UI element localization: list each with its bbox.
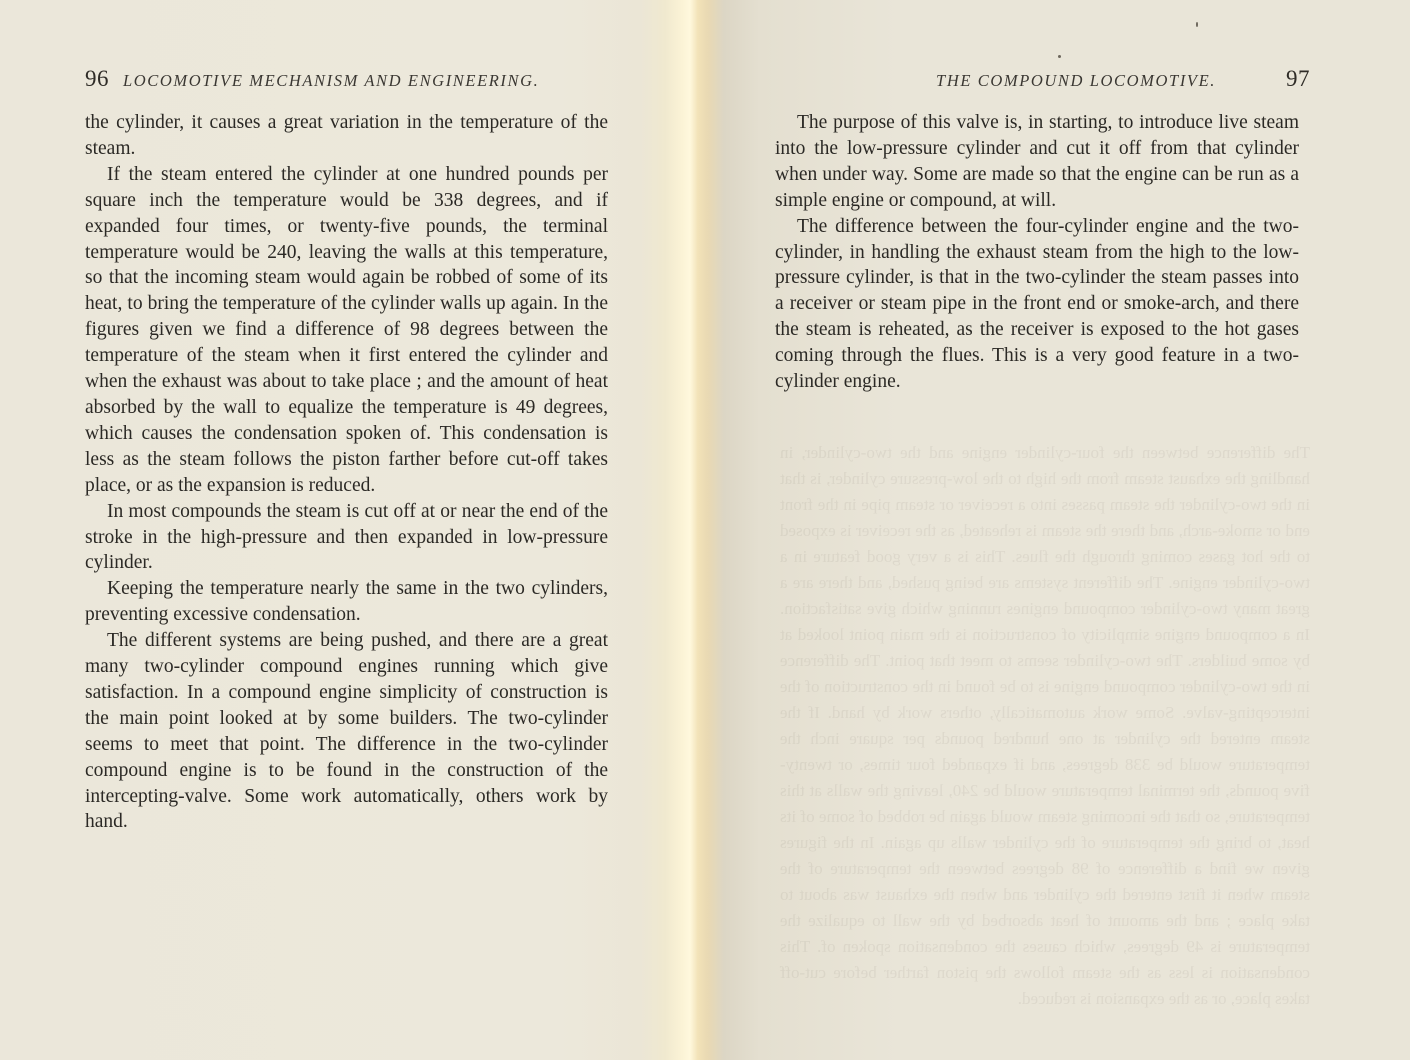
paragraph: The different systems are being pushed, and there are a great many two-cylinder compound engines running which give satisfaction. In a compound engine simplicity of construction is the main point looked at by some builders. The two-cylinder seems to meet that point. The difference in the two-cylinder compound engine is to be found in the construction of the intercepting-valve. Some work automatically, others work by hand. (85, 630, 608, 833)
right-page-number: 97 (1286, 66, 1310, 91)
paragraph: The purpose of this valve is, in starting, to introduce live steam into the low-pressure cylinder and cut it off from that cylinder when under way. Some are made so that the engine can be run as a simple engine or compound, at will. (775, 112, 1299, 211)
paragraph: If the steam entered the cylinder at one hundred pounds per square inch the temperature would be 338 degrees, and if expanded four times, or twenty-five pounds, the terminal temperature would be 240, leaving the walls at this temperature, so that the incoming steam would again be robbed of some of its heat, to bring the temperature of the cylinder walls up again. In the figures given we find a difference of 98 degrees between the temperature of the steam when it first entered the cylinder and when the exhaust was about to take place ; and the amount of heat absorbed by the wall to equalize the temperature is 49 degrees, which causes the condensation spoken of. This condensation is less as the steam follows the piston farther before cut-off takes place, or as the expansion is reduced. (85, 163, 608, 496)
paragraph: the cylinder, it causes a great variation in the temperature of the steam. (85, 112, 608, 159)
paragraph: Keeping the temperature nearly the same in the two cylinders, preventing excessive condensation. (85, 578, 608, 626)
right-running-head-title: THE COMPOUND LOCOMOTIVE. (936, 71, 1216, 90)
right-page (700, 0, 1410, 1060)
left-page-number: 96 (85, 66, 109, 91)
right-running-head (880, 66, 1310, 92)
paper-speck (1196, 22, 1198, 27)
paper-speck (1058, 55, 1061, 58)
left-page (0, 0, 690, 1060)
right-body-text (775, 110, 1299, 395)
paragraph: In most compounds the steam is cut off at or near the end of the stroke in the high-pressure and then expanded in low-pressure cylinder. (85, 500, 608, 574)
left-running-head-title: LOCOMOTIVE MECHANISM AND ENGINEERING. (123, 71, 540, 90)
left-running-head (85, 66, 607, 92)
left-body-text (85, 110, 608, 835)
paragraph: The difference between the four-cylinder engine and the two-cylinder, in handling the exhaust steam from the high to the low-pressure cylinder, is that in the two-cylinder the steam passes into a receiver or steam pipe in the front end or smoke-arch, and there the steam is reheated, as the receiver is exposed to the hot gases coming through the flues. This is a very good feature in a two-cylinder engine. (775, 215, 1299, 393)
show-through-texture: The difference between the four-cylinder engine and the two-cylinder, in handling the exhaust steam from the high to the low-pressure cylinder, is that in the two-cylinder the steam passes into a receiver or steam pipe in the front end or smoke-arch, and there the steam is reheated, as the receiver is exposed to the hot gases coming through the flues. This is a very good feature in a two-cylinder engine. The different systems are being pushed, and there are a great many two-cylinder compound engines running which give satisfaction. In a compound engine simplicity of construction is the main point looked at by some builders. The two-cylinder seems to meet that point. The difference in the two-cylinder compound engine is to be found in the construction of the intercepting-valve. Some work automatically, others work by hand. If the steam entered the cylinder at one hundred pounds per square inch the temperature would be 338 degrees, and if expanded four times, or twenty-five pounds, the terminal temperature would be 240, leaving the walls at this temperature, so that the incoming steam would again be robbed of some of its heat, to bring the temperature of the cylinder walls up again. In the figures given we find a difference of 98 degrees between the temperature of the steam when it first entered the cylinder and when the exhaust was about to take place ; and the amount of heat absorbed by the wall to equalize the temperature is 49 degrees, which causes the condensation spoken of. This condensation is less as the steam follows the piston farther before cut-off takes place, or as the expansion is reduced. (780, 443, 1310, 1008)
